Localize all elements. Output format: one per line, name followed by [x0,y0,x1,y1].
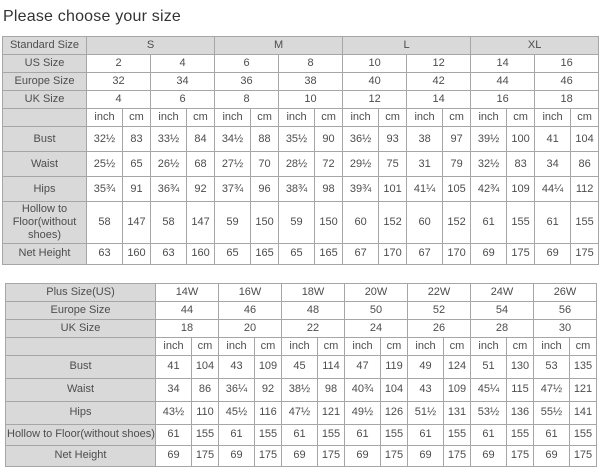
measure-cell: 84 [187,127,215,152]
measure-cell: 45 [282,355,318,378]
measure-cell: 69 [535,243,571,264]
measure-cell: 61 [156,424,192,445]
measure-cell: 155 [381,424,408,445]
measure-cell: 79 [443,152,471,177]
measure-cell: 126 [381,401,408,424]
measure-cell: 105 [443,177,471,202]
measure-cell: 136 [507,401,534,424]
size-cell: 4 [151,55,215,73]
measure-cell: 121 [318,401,345,424]
size-cell: 26W [534,283,597,301]
measure-cell: 40¾ [345,378,381,401]
measure-cell: 38 [407,127,443,152]
measure-cell: 155 [444,424,471,445]
size-cell: 22W [408,283,471,301]
measure-cell: 31 [407,152,443,177]
size-cell: 14W [156,283,219,301]
measure-cell: 61 [282,424,318,445]
unit-cell: cm [570,337,597,355]
measure-cell: 119 [381,355,408,378]
measure-cell: 69 [345,445,381,466]
size-cell: 18 [535,91,599,109]
measure-cell: 155 [192,424,219,445]
measure-cell: 32½ [471,152,507,177]
measure-cell: 109 [444,378,471,401]
size-group-header: M [215,37,343,55]
measure-cell: 61 [535,202,571,244]
unit-cell: cm [507,109,535,127]
size-cell: 6 [215,55,279,73]
measure-cell: 44¼ [535,177,571,202]
unit-cell: cm [192,337,219,355]
measure-cell: 147 [123,202,151,244]
row-label: US Size [3,55,87,73]
size-cell: 44 [156,301,219,319]
measure-cell: 58 [87,202,123,244]
measure-cell: 92 [255,378,282,401]
size-cell: 12 [407,55,471,73]
row-label: Hips [3,177,87,202]
measure-cell: 63 [87,243,123,264]
size-cell: 6 [151,91,215,109]
unit-cell: inch [279,109,315,127]
measure-cell: 96 [251,177,279,202]
measure-cell: 41¼ [407,177,443,202]
row-label: UK Size [3,91,87,109]
measure-cell: 175 [192,445,219,466]
size-cell: 24 [345,319,408,337]
measure-cell: 150 [251,202,279,244]
measure-cell: 110 [192,401,219,424]
measure-cell: 67 [407,243,443,264]
measure-cell: 45¼ [471,378,507,401]
measure-cell: 98 [318,378,345,401]
measure-cell: 152 [443,202,471,244]
measure-cell: 115 [507,378,534,401]
size-cell: 46 [535,73,599,91]
measure-cell: 165 [251,243,279,264]
measure-cell: 47 [345,355,381,378]
measure-cell: 67 [343,243,379,264]
unit-cell: cm [507,337,534,355]
size-group-header: L [343,37,471,55]
unit-cell: inch [219,337,255,355]
unit-cell: inch [151,109,187,127]
measure-cell: 114 [318,355,345,378]
measure-cell: 155 [507,424,534,445]
measure-cell: 60 [343,202,379,244]
measure-cell: 92 [187,177,215,202]
size-cell: 24W [471,283,534,301]
measure-cell: 65 [279,243,315,264]
row-label: Net Height [6,445,156,466]
unit-cell: cm [379,109,407,127]
measure-cell: 88 [251,127,279,152]
row-label: Bust [6,355,156,378]
measure-cell: 61 [534,424,570,445]
measure-cell: 97 [443,127,471,152]
measure-cell: 175 [444,445,471,466]
unit-cell: inch [471,337,507,355]
measure-cell: 61 [219,424,255,445]
size-cell: 56 [534,301,597,319]
measure-cell: 29½ [343,152,379,177]
measure-cell: 55½ [534,401,570,424]
measure-cell: 165 [315,243,343,264]
size-cell: 14 [407,91,471,109]
measure-cell: 104 [381,378,408,401]
unit-cell: inch [534,337,570,355]
size-cell: 18W [282,283,345,301]
unit-cell: cm [443,109,471,127]
unit-row-spacer [3,109,87,127]
measure-cell: 49½ [345,401,381,424]
measure-cell: 72 [315,152,343,177]
measure-cell: 32½ [87,127,123,152]
measure-cell: 121 [570,378,597,401]
size-cell: 22 [282,319,345,337]
measure-cell: 39½ [471,127,507,152]
measure-cell: 36¼ [219,378,255,401]
size-cell: 44 [471,73,535,91]
measure-cell: 47½ [534,378,570,401]
measure-cell: 59 [279,202,315,244]
measure-cell: 83 [123,127,151,152]
measure-cell: 34 [156,378,192,401]
size-group-header: XL [471,37,599,55]
measure-cell: 141 [570,401,597,424]
plus-size-table-body [6,283,597,466]
measure-cell: 25½ [87,152,123,177]
unit-cell: cm [123,109,151,127]
size-cell: 16 [471,91,535,109]
unit-cell: inch [407,109,443,127]
measure-cell: 51½ [408,401,444,424]
measure-cell: 38½ [282,378,318,401]
measure-cell: 98 [315,177,343,202]
measure-cell: 86 [192,378,219,401]
measure-cell: 152 [379,202,407,244]
row-label: Plus Size(US) [6,283,156,301]
measure-cell: 147 [187,202,215,244]
unit-cell: inch [345,337,381,355]
measure-cell: 70 [251,152,279,177]
measure-cell: 35½ [279,127,315,152]
size-cell: 40 [343,73,407,91]
size-cell: 50 [345,301,408,319]
size-cell: 26 [408,319,471,337]
measure-cell: 28½ [279,152,315,177]
unit-row-spacer [6,337,156,355]
measure-cell: 135 [570,355,597,378]
measure-cell: 175 [507,243,535,264]
size-cell: 2 [87,55,151,73]
size-cell: 32 [87,73,151,91]
measure-cell: 43 [219,355,255,378]
size-cell: 4 [87,91,151,109]
measure-cell: 175 [571,243,599,264]
measure-cell: 175 [570,445,597,466]
size-cell: 10 [343,55,407,73]
measure-cell: 160 [123,243,151,264]
measure-cell: 101 [379,177,407,202]
size-cell: 34 [151,73,215,91]
size-cell: 20 [219,319,282,337]
size-cell: 8 [215,91,279,109]
measure-cell: 124 [444,355,471,378]
measure-cell: 53½ [471,401,507,424]
measure-cell: 42¾ [471,177,507,202]
measure-cell: 59 [215,202,251,244]
page-title: Please choose your size [3,8,182,25]
measure-cell: 175 [318,445,345,466]
measure-cell: 61 [345,424,381,445]
measure-cell: 104 [192,355,219,378]
unit-cell: cm [444,337,471,355]
row-label: Waist [3,152,87,177]
measure-cell: 175 [507,445,534,466]
measure-cell: 53 [534,355,570,378]
measure-cell: 160 [187,243,215,264]
measure-cell: 47½ [282,401,318,424]
size-cell: 20W [345,283,408,301]
measure-cell: 61 [471,202,507,244]
size-cell: 30 [534,319,597,337]
measure-cell: 90 [315,127,343,152]
measure-cell: 155 [255,424,282,445]
unit-cell: cm [187,109,215,127]
measure-cell: 51 [471,355,507,378]
measure-cell: 130 [507,355,534,378]
measure-cell: 69 [219,445,255,466]
row-label: Hollow to Floor(without shoes) [3,202,87,244]
row-label: Net Height [3,243,87,264]
measure-cell: 112 [571,177,599,202]
size-cell: 46 [219,301,282,319]
size-cell: 28 [471,319,534,337]
measure-cell: 69 [534,445,570,466]
row-label: Hollow to Floor(without shoes) [6,424,156,445]
unit-cell: cm [571,109,599,127]
measure-cell: 155 [570,424,597,445]
size-cell: 36 [215,73,279,91]
measure-cell: 150 [315,202,343,244]
row-label: Europe Size [3,73,87,91]
measure-cell: 109 [507,177,535,202]
row-label: Bust [3,127,87,152]
measure-cell: 170 [379,243,407,264]
size-cell: 38 [279,73,343,91]
measure-cell: 175 [255,445,282,466]
measure-cell: 41 [535,127,571,152]
measure-cell: 109 [255,355,282,378]
measure-cell: 75 [379,152,407,177]
measure-cell: 36½ [343,127,379,152]
measure-cell: 43½ [156,401,192,424]
measure-cell: 45½ [219,401,255,424]
measure-cell: 41 [156,355,192,378]
measure-cell: 65 [123,152,151,177]
measure-cell: 104 [571,127,599,152]
measure-cell: 69 [282,445,318,466]
unit-cell: inch [343,109,379,127]
corner-header: Standard Size [3,37,87,55]
unit-cell: inch [282,337,318,355]
measure-cell: 33½ [151,127,187,152]
measure-cell: 170 [443,243,471,264]
unit-cell: inch [87,109,123,127]
measure-cell: 100 [507,127,535,152]
measure-cell: 155 [507,202,535,244]
measure-cell: 63 [151,243,187,264]
plus-size-table [5,283,597,467]
unit-cell: cm [251,109,279,127]
unit-cell: inch [535,109,571,127]
size-cell: 52 [408,301,471,319]
size-cell: 10 [279,91,343,109]
measure-cell: 155 [571,202,599,244]
measure-cell: 35¾ [87,177,123,202]
unit-cell: inch [408,337,444,355]
measure-cell: 86 [571,152,599,177]
unit-cell: inch [156,337,192,355]
measure-cell: 93 [379,127,407,152]
measure-cell: 69 [471,445,507,466]
measure-cell: 61 [408,424,444,445]
measure-cell: 69 [471,243,507,264]
unit-cell: inch [471,109,507,127]
size-cell: 18 [156,319,219,337]
size-cell: 48 [282,301,345,319]
row-label: Europe Size [6,301,156,319]
unit-cell: cm [381,337,408,355]
measure-cell: 116 [255,401,282,424]
measure-cell: 58 [151,202,187,244]
measure-cell: 155 [318,424,345,445]
standard-size-table-body [3,37,599,265]
measure-cell: 34½ [215,127,251,152]
measure-cell: 83 [507,152,535,177]
measure-cell: 38¾ [279,177,315,202]
measure-cell: 37¾ [215,177,251,202]
standard-size-table [2,36,599,265]
size-cell: 14 [471,55,535,73]
measure-cell: 69 [408,445,444,466]
row-label: UK Size [6,319,156,337]
measure-cell: 43 [408,378,444,401]
measure-cell: 36¾ [151,177,187,202]
size-cell: 12 [343,91,407,109]
row-label: Waist [6,378,156,401]
unit-cell: cm [318,337,345,355]
size-cell: 16 [535,55,599,73]
measure-cell: 131 [444,401,471,424]
size-cell: 54 [471,301,534,319]
measure-cell: 91 [123,177,151,202]
size-cell: 42 [407,73,471,91]
measure-cell: 68 [187,152,215,177]
measure-cell: 175 [381,445,408,466]
measure-cell: 61 [471,424,507,445]
row-label: Hips [6,401,156,424]
size-cell: 16W [219,283,282,301]
unit-cell: inch [215,109,251,127]
size-cell: 8 [279,55,343,73]
measure-cell: 26½ [151,152,187,177]
measure-cell: 39¾ [343,177,379,202]
unit-cell: cm [315,109,343,127]
measure-cell: 34 [535,152,571,177]
measure-cell: 60 [407,202,443,244]
measure-cell: 69 [156,445,192,466]
measure-cell: 49 [408,355,444,378]
measure-cell: 27½ [215,152,251,177]
measure-cell: 65 [215,243,251,264]
size-group-header: S [87,37,215,55]
unit-cell: cm [255,337,282,355]
